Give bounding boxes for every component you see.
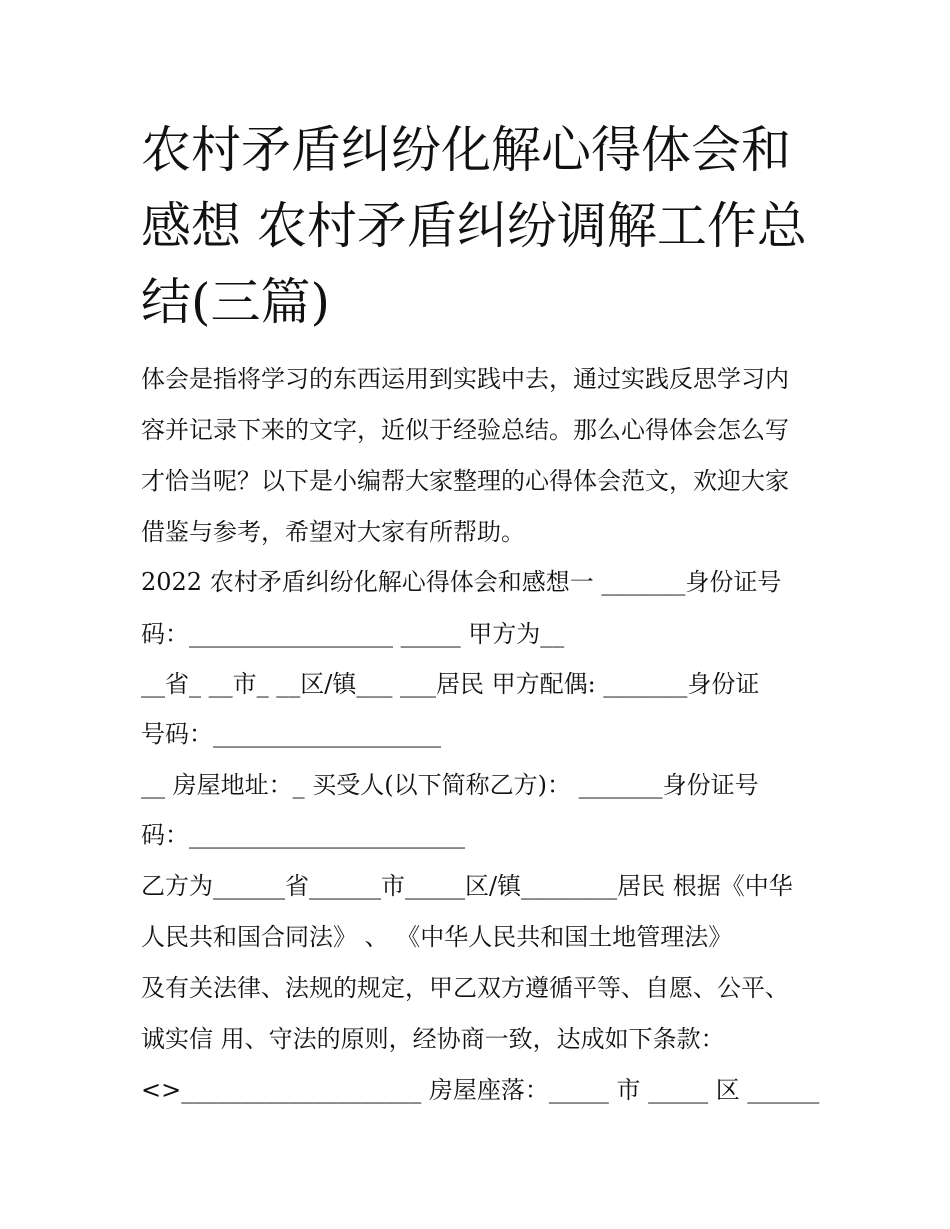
body-text-line: 才恰当呢？以下是小编帮大家整理的心得体会范文，欢迎大家 <box>141 467 789 495</box>
body-text-line: 诚实信 用、守法的原则，经协商一致，达成如下条款： <box>141 1025 725 1053</box>
body-text-line: 借鉴与参考，希望对大家有所帮助。 <box>141 518 525 546</box>
body-text-line: 及有关法律、法规的规定，甲乙双方遵循平等、自愿、公平、 <box>141 974 789 1002</box>
body-text-line: <>____________________ 房屋座落：_____ 市 _____ 区 ______ <box>141 1076 820 1104</box>
body-text-line: 号码：___________________ <box>141 720 441 748</box>
body-text-line: __省_ __市_ __区/镇___ ___居民 甲方配偶: _______身份证 <box>141 670 760 698</box>
body-text-line: 码：_______________________ <box>141 821 465 849</box>
body-text-line: 2022 农村矛盾纠纷化解心得体会和感想一 _______身份证号 <box>141 568 782 596</box>
body-text-line: 人民共和国合同法》 、 《中华人民共和国土地管理法》 <box>141 923 733 951</box>
body-text-line: 容并记录下来的文字，近似于经验总结。那么心得体会怎么写 <box>141 416 789 444</box>
title-line: 结(三篇) <box>141 273 331 331</box>
body-text-line: 体会是指将学习的东西运用到实践中去，通过实践反思学习内 <box>141 365 789 393</box>
title-line: 感想 农村矛盾纠纷调解工作总 <box>141 197 807 255</box>
document-title <box>141 112 811 340</box>
body-text-line: 码：_________________ _____ 甲方为__ <box>141 620 565 648</box>
body-text-line: __ 房屋地址：_ 买受人(以下简称乙方)： _______身份证号 <box>141 771 759 799</box>
title-line: 农村矛盾纠纷化解心得体会和 <box>141 121 791 179</box>
body-text-line: 乙方为______省______市_____区/镇________居民 根据《中华 <box>141 872 793 900</box>
